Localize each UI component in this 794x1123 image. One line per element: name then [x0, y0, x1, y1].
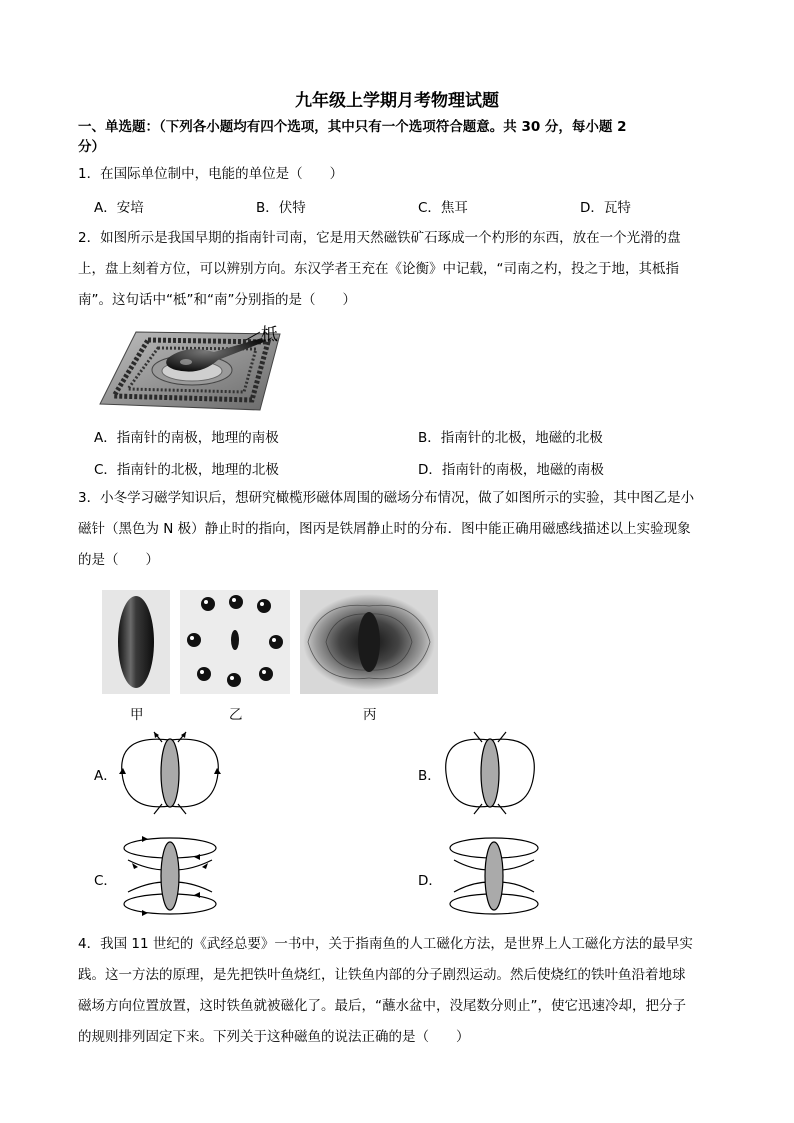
- photo-jia-magnet: [102, 590, 170, 694]
- q2-option-b[interactable]: B．指南针的北极，地磁的北极: [418, 430, 603, 446]
- q2-option-c[interactable]: C．指南针的北极，地理的北极: [94, 462, 279, 478]
- q1-option-a[interactable]: A．安培: [94, 200, 144, 216]
- section-heading-line2: 分）: [78, 139, 105, 155]
- q2-stem-line3: 南”。这句话中“柢”和“南”分别指的是（ ）: [78, 292, 356, 308]
- q3-option-d-diagram[interactable]: [444, 830, 548, 922]
- figure-label-di: 柢: [261, 325, 278, 345]
- q2-stem-line2: 上，盘上刻着方位，可以辨别方向。东汉学者王充在《论衡》中记载，“司南之杓，投之于地，其柢指: [78, 261, 679, 277]
- q3-stem-line2: 磁针（黑色为 N 极）静止时的指向，图丙是铁屑静止时的分布．图中能正确用磁感线描述以上实验现象: [78, 521, 691, 537]
- q3-stem-line1: 3．小冬学习磁学知识后，想研究橄榄形磁体周围的磁场分布情况，做了如图所示的实验，其中图乙是小: [78, 490, 695, 506]
- section-heading-line1: 一、单选题：（下列各小题均有四个选项，其中只有一个选项符合题意。共 30 分，每小题 2: [78, 119, 627, 135]
- page-title: 九年级上学期月考物理试题: [295, 91, 499, 111]
- q3-option-a-label[interactable]: A．: [94, 768, 117, 784]
- q1-option-b[interactable]: B．伏特: [256, 200, 306, 216]
- q3-option-c-label[interactable]: C．: [94, 873, 117, 889]
- q3-option-b-diagram[interactable]: [440, 728, 540, 818]
- q3-option-d-label[interactable]: D．: [418, 873, 442, 889]
- q3-stem-line3: 的是（ ）: [78, 552, 159, 568]
- q1-option-d[interactable]: D．瓦特: [580, 200, 631, 216]
- q3-option-a-diagram[interactable]: [118, 728, 222, 818]
- q4-stem-line3: 磁场方向位置放置，这时铁鱼就被磁化了。最后，“蘸水盆中，没尾数分则止”，使它迅速冷却，把分子: [78, 998, 686, 1014]
- photo-yi-compass-needles: [180, 590, 290, 694]
- photo-label-jia: 甲: [130, 707, 144, 723]
- q4-stem-line4: 的规则排列固定下来。下列关于这种磁鱼的说法正确的是（ ）: [78, 1029, 470, 1045]
- q1-option-c[interactable]: C．焦耳: [418, 200, 468, 216]
- q2-option-d[interactable]: D．指南针的南极，地磁的南极: [418, 462, 604, 478]
- photo-label-yi: 乙: [229, 707, 243, 723]
- sinan-compass-figure: [96, 318, 288, 414]
- photo-bing-iron-filings: [300, 590, 438, 694]
- photo-label-bing: 丙: [363, 707, 377, 723]
- q2-stem-line1: 2．如图所示是我国早期的指南针司南，它是用天然磁铁矿石琢成一个杓形的东西，放在一个光滑的盘: [78, 230, 681, 246]
- q3-option-b-label[interactable]: B．: [418, 768, 441, 784]
- q3-option-c-diagram[interactable]: [118, 830, 230, 922]
- q1-stem: 1．在国际单位制中，电能的单位是（ ）: [78, 166, 344, 182]
- q2-option-a[interactable]: A．指南针的南极，地理的南极: [94, 430, 279, 446]
- q4-stem-line1: 4．我国 11 世纪的《武经总要》一书中，关于指南鱼的人工磁化方法，是世界上人工磁化方法的最早实: [78, 936, 693, 952]
- q4-stem-line2: 践。这一方法的原理，是先把铁叶鱼烧红，让铁鱼内部的分子剧烈运动。然后使烧红的铁叶鱼沿着地球: [78, 967, 686, 983]
